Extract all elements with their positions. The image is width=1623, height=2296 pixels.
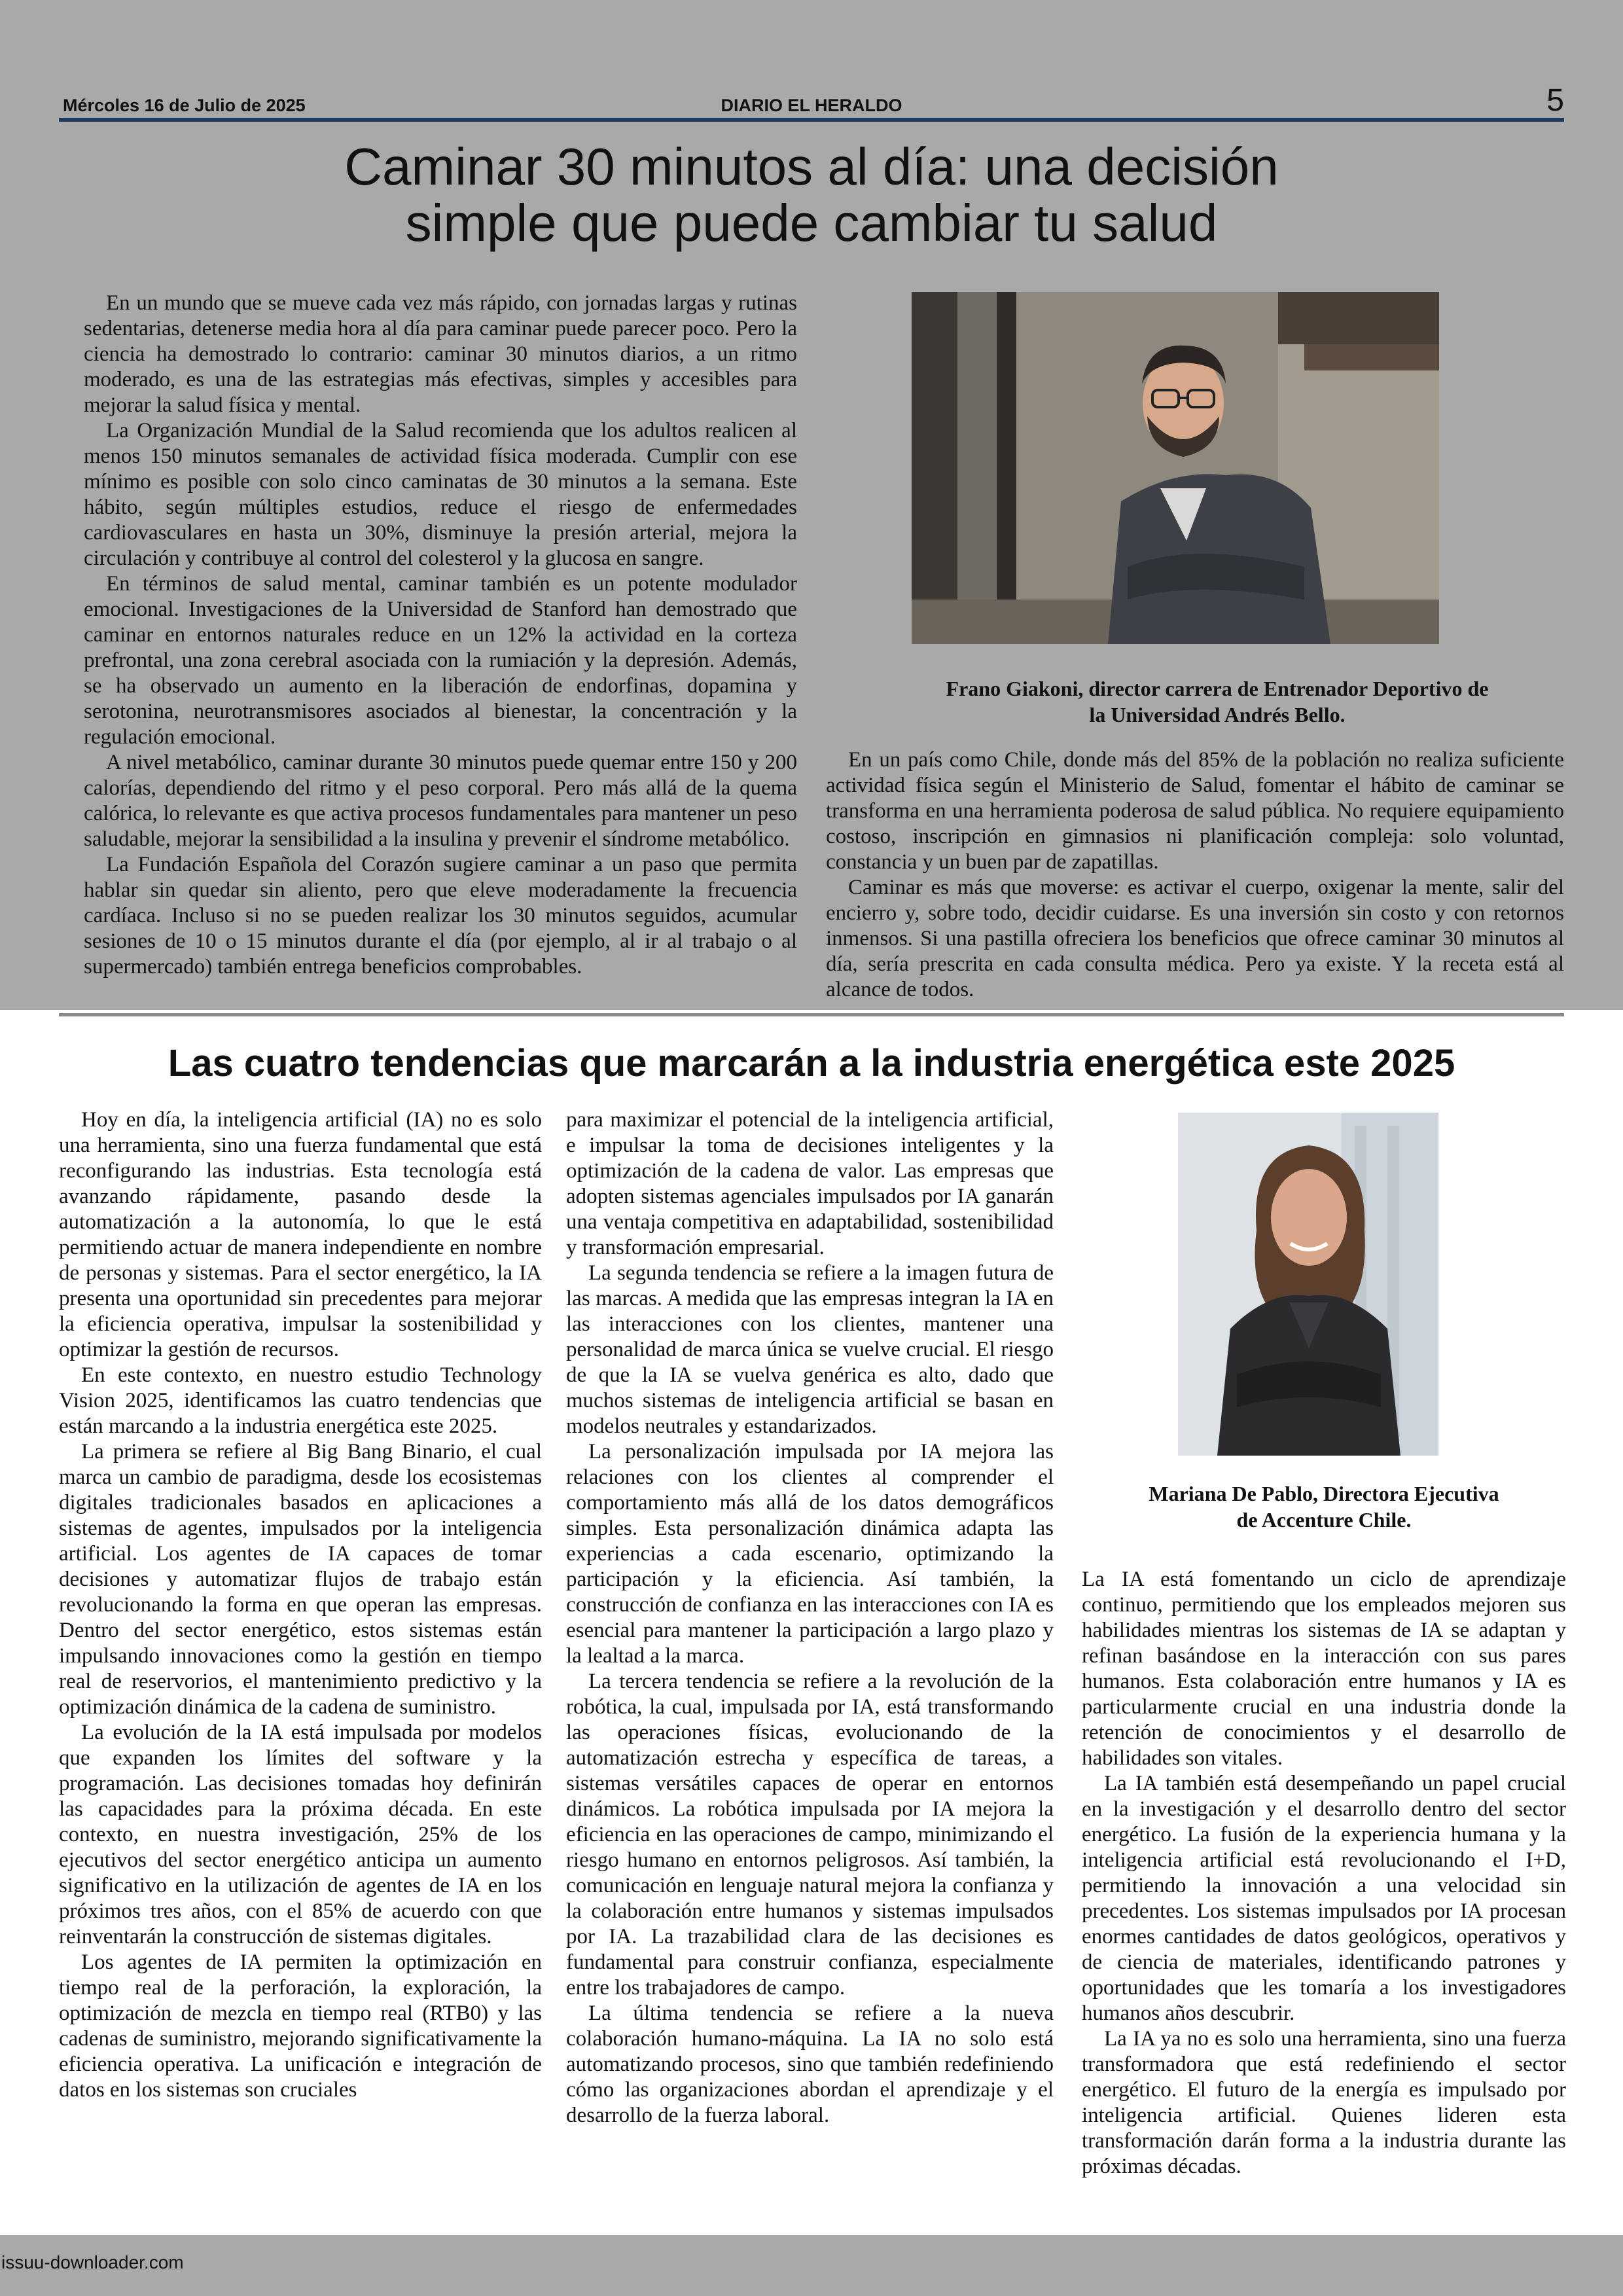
article2-paragraph: Los agentes de IA permiten la optimización en tiempo real de la perforación, la exploración, la optimización de mezcla en tiempo real (RTB0) y las cadenas de suministro, mejorando significativamente la eficiencia operativa. La unificación e integración de datos en los sistemas son cruciales: [59, 1950, 542, 2102]
watermark-text: issuu-downloader.com: [1, 2252, 184, 2272]
article2-paragraph: La primera se refiere al Big Bang Binario, el cual marca un cambio de paradigma, desde los ecosistemas digitales tradicionales basados en aplicaciones a sistemas de agentes, impulsados por la inteligencia artificial. Los agentes de IA capaces de tomar decisiones y automatizar flujos de trabajo están revolucionando la forma en que operan las empresas. Dentro del sector energético, estos sistemas están impulsando innovaciones como la gestión en tiempo real de reservorios, el mantenimiento predictivo y la optimización dinámica de la cadena de suministro.: [59, 1440, 542, 1719]
article2-paragraph: En este contexto, en nuestro estudio Technology Vision 2025, identificamos las cuatro tendencias que están marcando a la industria energética este 2025.: [59, 1363, 542, 1438]
footer-bar: [0, 2235, 1623, 2296]
article1-photo-caption: [870, 675, 1564, 728]
article1-headline: [131, 139, 1492, 251]
article2-paragraph: La IA está fomentando un ciclo de aprendizaje continuo, permitiendo que los empleados mejoren sus habilidades mientras los sistemas de IA se adaptan y refinan basándose en la interacción con sus pares humanos. Esta colaboración entre humanos y IA es particularmente crucial en una industria donde la retención de conocimientos y el desarrollo de habilidades son vitales.: [1082, 1568, 1566, 1770]
article1-paragraph: Caminar es más que moverse: es activar el cuerpo, oxigenar la mente, salir del encierro y, sobre todo, decidir cuidarse. Es una inversión sin costo y con retornos inmensos. Si una pastilla ofreciera los beneficios que ofrece caminar 30 minutos al día, sería prescrita en cada consulta médica. Pero ya existe. Y la receta está al alcance de todos.: [826, 876, 1564, 1001]
portrait-photo-woman: [1178, 1113, 1438, 1456]
article2-photo-caption: [1082, 1480, 1566, 1533]
portrait-photo-man: [912, 292, 1439, 644]
article1-paragraph: La Organización Mundial de la Salud recomienda que los adultos realicen al menos 150 minutos semanales de actividad física moderada. Cumplir con ese mínimo es posible con solo cinco caminatas de 30 minutos a la semana. Este hábito, según múltiples estudios, reduce el riesgo de enfermedades cardiovasculares en hasta un 30%, disminuye la presión arterial, mejora la circulación y contribuye al control del colesterol y la glucosa en sangre.: [84, 419, 797, 570]
article1-paragraph: En términos de salud mental, caminar también es un potente modulador emocional. Investigaciones de la Universidad de Stanford han demostrado que caminar en entornos naturales reduce en un 12% la actividad en la corteza prefrontal, una zona cerebral asociada con la rumiación y la depresión. Además, se ha observado un aumento en la liberación de endorfinas, dopamina y serotonina, neurotransmisores asociados al bienestar, la concentración y la regulación emocional.: [84, 572, 797, 749]
article2-headline: Las cuatro tendencias que marcarán a la industria energética este 2025: [168, 1042, 1455, 1085]
article2-paragraph: para maximizar el potencial de la inteligencia artificial, e impulsar la toma de decisiones inteligentes y la optimización de la cadena de valor. Las empresas que adopten sistemas agenciales impulsados por IA ganarán una ventaja competitiva en adaptabilidad, sostenibilidad y transformación empresarial.: [566, 1108, 1054, 1259]
article1-headline-line1: Caminar 30 minutos al día: una decisión: [344, 137, 1279, 196]
article2-column-1: [59, 1107, 542, 2103]
article2-paragraph: La evolución de la IA está impulsada por modelos que expanden los límites del software y la programación. Las decisiones tomadas hoy definirán las capacidades para la próxima década. En este contexto, en nuestra investigación, 25% de los ejecutivos del sector energético anticipa un aumento significativo en la utilización de agentes de IA en los próximos tres años, con el 85% de acuerdo con que reinventarán la construcción de sistemas digitales.: [59, 1721, 542, 1948]
article2-paragraph: La IA también está desempeñando un papel crucial en la investigación y el desarrollo dentro del sector energético. La fusión de la experiencia humana y la inteligencia artificial está revolucionando el I+D, permitiendo la innovación a una velocidad sin precedentes. Los sistemas impulsados por IA procesan enormes cantidades de datos geológicos, operativos y de ciencia de materiales, identificando patrones y oportunidades que les tomaría a los investigadores humanos años descubrir.: [1082, 1772, 1566, 2025]
article1-paragraph: A nivel metabólico, caminar durante 30 minutos puede quemar entre 150 y 200 calorías, dependiendo del ritmo y el peso corporal. Pero más allá de la quema calórica, lo relevante es que activa procesos fundamentales para mantener un peso saludable, mejorar la sensibilidad a la insulina y prevenir el síndrome metabólico.: [84, 751, 797, 851]
article2-paragraph: La IA ya no es solo una herramienta, sino una fuerza transformadora que está redefiniendo el sector energético. El futuro de la energía es impulsado por inteligencia artificial. Quienes lideren esta transformación darán forma a la industria durante las próximas décadas.: [1082, 2027, 1566, 2178]
newspaper-name: DIARIO EL HERALDO: [721, 96, 902, 115]
article2-paragraph: La tercera tendencia se refiere a la revolución de la robótica, la cual, impulsada por IA, está transformando las operaciones físicas, evolucionando de la automatización estrecha y específica de tareas, a sistemas versátiles capaces de operar en entornos dinámicos. La robótica impulsada por IA mejora la eficiencia en las operaciones de campo, minimizando el riesgo humano en entornos peligrosos. Así también, la comunicación en lenguaje natural mejora la confianza y la colaboración entre humanos y sistemas impulsados por IA. La trazabilidad clara de las decisiones es fundamental para construir confianza, especialmente entre los trabajadores de campo.: [566, 1670, 1054, 2000]
issue-date: Mércoles 16 de Julio de 2025: [63, 96, 306, 115]
article2-column-3: [1082, 1567, 1566, 2179]
article2-column-2: [566, 1107, 1054, 2128]
article1-paragraph: En un país como Chile, donde más del 85% de la población no realiza suficiente actividad física según el Ministerio de Salud, fomentar el hábito de caminar se transforma en una herramienta poderosa de salud pública. No requiere equipamiento costoso, inscripción en gimnasios ni planificación compleja: solo voluntad, constancia y un buen par de zapatillas.: [826, 748, 1564, 874]
article2-paragraph: La personalización impulsada por IA mejora las relaciones con los clientes al comprender el comportamiento más allá de los datos demográficos simples. Esta personalización dinámica adapta las experiencias a cada escenario, optimizando la participación y la eficiencia. Así también, la construcción de confianza en las interacciones con IA es esencial para mantener la participación a largo plazo y la lealtad a la marca.: [566, 1440, 1054, 1668]
article1-left-column: [84, 291, 797, 980]
article1-paragraph: En un mundo que se mueve cada vez más rápido, con jornadas largas y rutinas sedentarias, detenerse media hora al día para caminar puede parecer poco. Pero la ciencia ha demostrado lo contrario: caminar 30 minutos diarios, a un ritmo moderado, es una de las estrategias más efectivas, simples y accesibles para mejorar la salud física y mental.: [84, 291, 797, 417]
article2-caption-line1: Mariana De Pablo, Directora Ejecutiva: [1149, 1482, 1499, 1505]
article1-caption-line1: Frano Giakoni, director carrera de Entrenador Deportivo de: [946, 677, 1489, 700]
masthead-rule: [59, 118, 1564, 122]
article2-caption-line2: de Accenture Chile.: [1236, 1508, 1412, 1532]
article1-right-column: [826, 747, 1564, 1003]
article2-paragraph: La última tendencia se refiere a la nueva colaboración humano-máquina. La IA no solo está automatizando procesos, sino que también redefiniendo cómo las organizaciones abordan el aprendizaje y el desarrollo de la fuerza laboral.: [566, 2001, 1054, 2127]
article2-paragraph: La segunda tendencia se refiere a la imagen futura de las marcas. A medida que las empresas integran la IA en las interacciones con los clientes, mantener una personalidad de marca única se vuelve crucial. El riesgo de que la IA se vuelva genérica es alto, dado que muchos sistemas de inteligencia artificial se basan en modelos neutrales y estandarizados.: [566, 1261, 1054, 1438]
section-divider: [59, 1013, 1564, 1016]
article1-caption-line2: la Universidad Andrés Bello.: [1089, 703, 1346, 726]
article1-headline-line2: simple que puede cambiar tu salud: [405, 194, 1218, 252]
article2-paragraph: Hoy en día, la inteligencia artificial (IA) no es solo una herramienta, sino una fuerza fundamental que está reconfigurando las industrias. Esta tecnología está avanzando rápidamente, pasando desde la automatización a la autonomía, lo que le está permitiendo actuar de manera independiente en nombre de personas y sistemas. Para el sector energético, la IA presenta una oportunidad sin precedentes para mejorar la eficiencia operativa, impulsar la sostenibilidad y optimizar la gestión de recursos.: [59, 1108, 542, 1361]
page-number: 5: [1546, 83, 1564, 118]
article1-paragraph: La Fundación Española del Corazón sugiere caminar a un paso que permita hablar sin quedar sin aliento, pero que eleve moderadamente la frecuencia cardíaca. Incluso si no se pueden realizar los 30 minutos seguidos, acumular sesiones de 10 o 15 minutos durante el día (por ejemplo, al ir al trabajo o al supermercado) también entrega beneficios comprobables.: [84, 853, 797, 978]
